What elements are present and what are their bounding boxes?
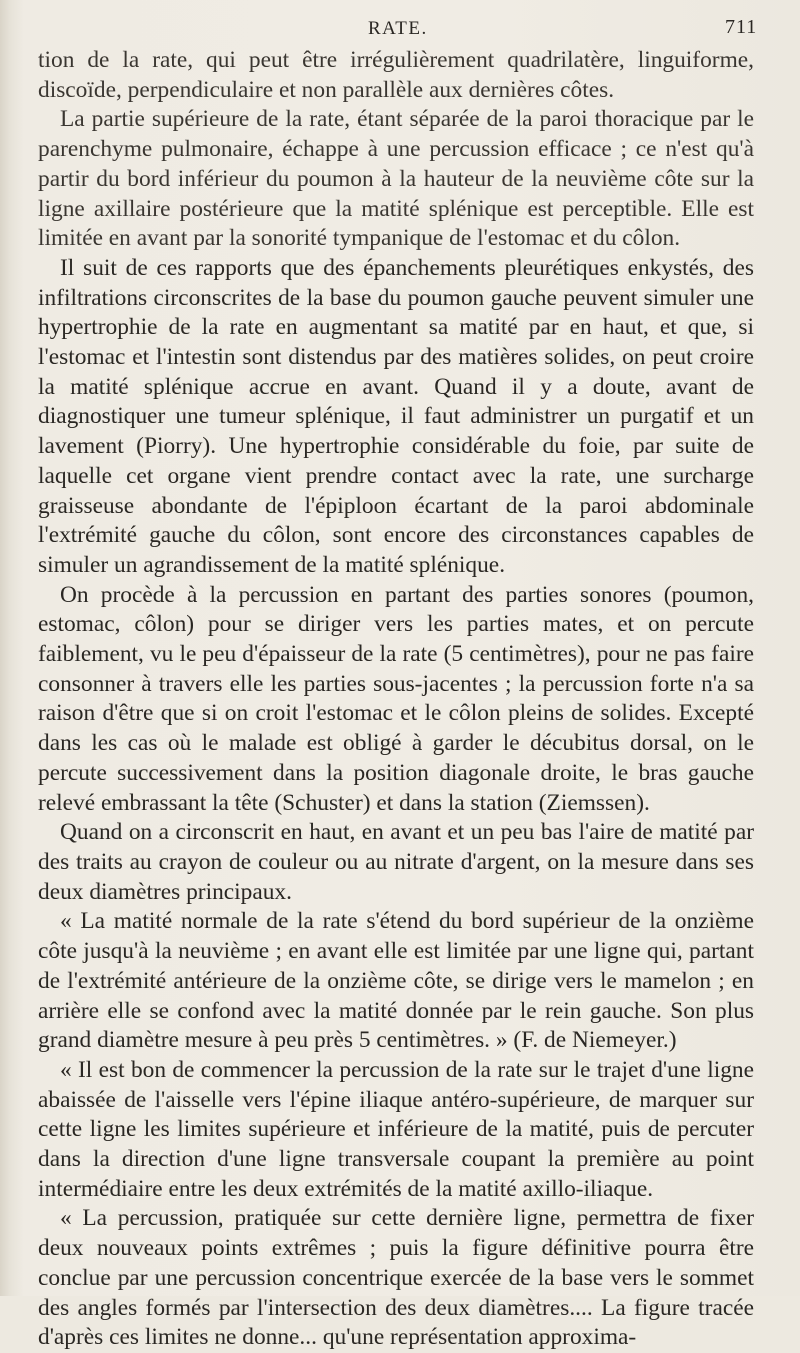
paragraph: La partie supérieure de la rate, étant séparée de la paroi thoracique par le parenchyme pulmonaire, échappe à une percussion efficace ; ce n'est qu'à partir du bord inférieur du poumon à la hauteur de la neuvième côte sur la ligne axillaire postérieure que la matité splénique est perceptible. Elle est limitée en avant par la sonorité tympanique de l'estomac et du côlon.	[38, 106, 754, 252]
page-header	[0, 16, 800, 46]
quoted-paragraph: « Il est bon de commencer la percussion de la rate sur le trajet d'une ligne abaissée de l'aisselle vers l'épine iliaque antéro-supérieure, de marquer sur cette ligne les limites supérieure et inférieure de la matité, puis de percuter dans la direction d'une ligne transversale coupant la première au point intermédiaire entre les deux extrémités de la matité axillo-iliaque.	[38, 1056, 754, 1202]
paragraph: Quand on a circonscrit en haut, en avant et un peu bas l'aire de matité par des traits au crayon de couleur ou au nitrate d'argent, on la mesure dans ses deux diamètres principaux.	[38, 819, 754, 905]
body-text	[38, 46, 754, 1353]
quoted-paragraph: « La percussion, pratiquée sur cette dernière ligne, permettra de fixer deux nouveaux points extrêmes ; puis la figure définitive pourra être conclue par une percussion concentrique exercée de la base vers le sommet des angles formés par l'intersection des deux diamètres.... La figure tracée d'après ces limites ne donne... qu'une représentation approxima-	[38, 1205, 754, 1351]
quoted-paragraph: « La matité normale de la rate s'étend du bord supérieur de la onzième côte jusqu'à la neuvième ; en avant elle est limitée par une ligne qui, partant de l'extrémité antérieure de la onzième côte, se dirige vers le mamelon ; en arrière elle se confond avec la matité donnée par le rein gauche. Son plus grand diamètre mesure à peu près 5 centimètres. » (F. de Niemeyer.)	[38, 908, 754, 1054]
paragraph-continuation: tion de la rate, qui peut être irrégulièrement quadrilatère, linguiforme, discoïde, perpendiculaire et non parallèle aux dernières côtes.	[38, 47, 754, 103]
page-number: 711	[725, 16, 758, 38]
paragraph: On procède à la percussion en partant des parties sonores (poumon, estomac, côlon) pour se diriger vers les parties mates, et on percute faiblement, vu le peu d'épaisseur de la rate (5 centimètres), pour ne pas faire consonner à travers elle les parties sous-jacentes ; la percussion forte n'a sa raison d'être que si on croit l'estomac et le côlon pleins de solides. Excepté dans les cas où le malade est obligé à garder le décubitus dorsal, on le percute successivement dans la position diagonale droite, le bras gauche relevé embrassant la tête (Schuster) et dans la station (Ziemssen).	[38, 581, 754, 816]
paragraph: Il suit de ces rapports que des épanchements pleurétiques enkystés, des infiltrations circonscrites de la base du poumon gauche peuvent simuler une hypertrophie de la rate en augmentant sa matité par en haut, et que, si l'estomac et l'intestin sont distendus par des matières solides, on peut croire la matité splénique accrue en avant. Quand il y a doute, avant de diagnostiquer une tumeur splénique, il faut administrer un purgatif et un lavement (Piorry). Une hypertrophie considérable du foie, par suite de laquelle cet organe vient prendre contact avec la rate, une surcharge graisseuse abondante de l'épiploon écartant de la paroi abdominale l'extrémité gauche du côlon, sont encore des circonstances capables de simuler un agrandissement de la matité splénique.	[38, 254, 754, 578]
running-head: RATE.	[368, 18, 428, 39]
